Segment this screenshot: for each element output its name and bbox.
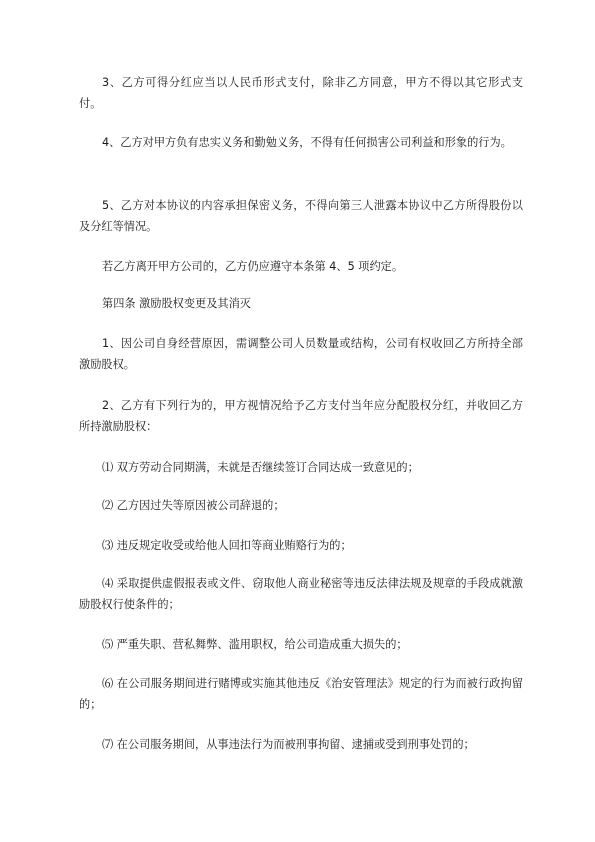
clause-3-paragraph: 3、乙方可得分红应当以人民币形式支付，除非乙方同意，甲方不得以其它形式支付。 bbox=[79, 76, 523, 110]
departure-note-paragraph: 若乙方离开甲方公司的，乙方仍应遵守本条第 4、5 项约定。 bbox=[102, 260, 404, 273]
sub-item-3: ⑶ 违反规定收受或给他人回扣等商业贿赂行为的； bbox=[102, 539, 352, 552]
sub-item-4: ⑷ 采取提供虚假报表或文件、窃取他人商业秘密等违反法律法规及规章的手段成就激励股权行使条件的； bbox=[79, 577, 523, 611]
sub-item-7: ⑺ 在公司服务期间，从事违法行为而被刑事拘留、逮捕或受到刑事处罚的； bbox=[102, 738, 475, 751]
sub-item-1: ⑴ 双方劳动合同期满，未就是否继续签订合同达成一致意见的； bbox=[102, 461, 419, 474]
article-four-item-2: 2、乙方有下列行为的，甲方视情况给予乙方支付当年应分配股权分红，并收回乙方所持激励股权： bbox=[79, 399, 523, 433]
article-four-item-1: 1、因公司自身经营原因，需调整公司人员数量或结构，公司有权收回乙方所持全部激励股权。 bbox=[79, 337, 523, 371]
clause-5-paragraph: 5、乙方对本协议的内容承担保密义务，不得向第三人泄露本协议中乙方所得股份以及分红等情况。 bbox=[79, 199, 523, 233]
article-four-heading: 第四条 激励股权变更及其消灭 bbox=[102, 297, 251, 310]
sub-item-5: ⑸ 严重失职、营私舞弊、滥用职权，给公司造成重大损失的； bbox=[102, 638, 408, 651]
clause-4-paragraph: 4、乙方对甲方负有忠实义务和勤勉义务，不得有任何损害公司利益和形象的行为。 bbox=[102, 136, 512, 149]
sub-item-6: ⑹ 在公司服务期间进行赌博或实施其他违反《治安管理法》规定的行为而被行政拘留的； bbox=[79, 677, 523, 711]
sub-item-2: ⑵ 乙方因过失等原因被公司辞退的； bbox=[102, 499, 285, 512]
